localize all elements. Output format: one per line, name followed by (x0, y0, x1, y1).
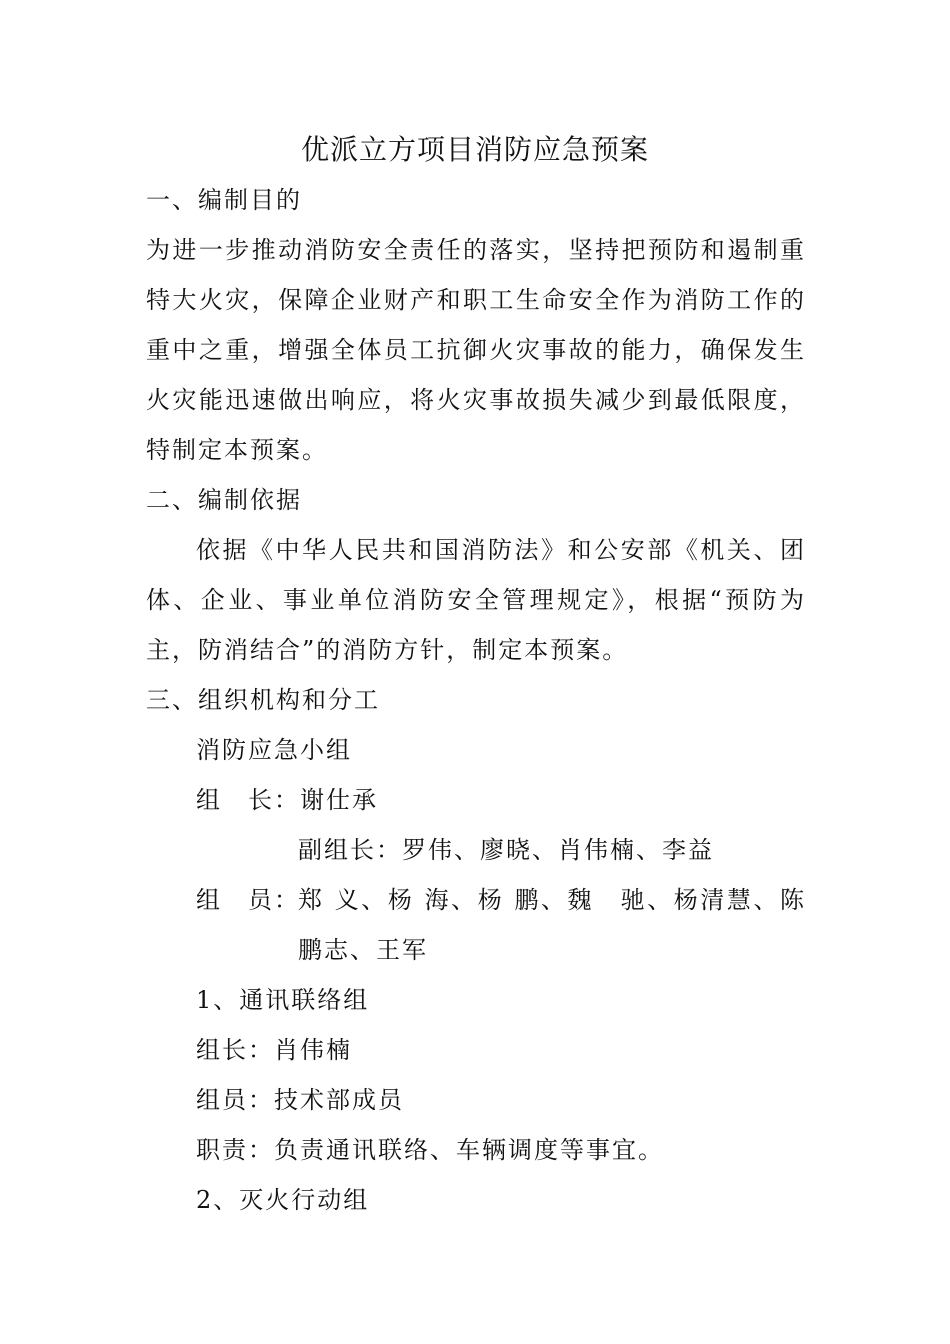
paragraph-line: 依据《中华人民共和国消防法》和公安部《机关、团 (196, 536, 804, 564)
leader-row (196, 783, 378, 817)
members-value-continued: 鹏志、王军 (298, 936, 428, 964)
section-heading-purpose: 一、编制目的 (146, 186, 302, 214)
subgroup-members: 组员：技术部成员 (196, 1086, 404, 1114)
paragraph-line: 特大火灾，保障企业财产和职工生命安全作为消防工作的 (146, 286, 804, 314)
members-label: 组 员： (196, 886, 300, 914)
group-name: 消防应急小组 (196, 736, 352, 764)
deputy-row (298, 833, 714, 867)
paragraph-line: 体、企业、事业单位消防安全管理规定》，根据“预防为 (146, 586, 804, 614)
subgroup-leader: 组长：肖伟楠 (196, 1036, 352, 1064)
paragraph-line: 特制定本预案。 (146, 436, 328, 464)
document-title: 优派立方项目消防应急预案 (300, 133, 649, 166)
section-heading-organization: 三、组织机构和分工 (146, 686, 380, 714)
section-heading-basis: 二、编制依据 (146, 486, 302, 514)
subgroup-duty: 职责：负责通讯联络、车辆调度等事宜。 (196, 1136, 664, 1164)
members-value: 郑 义、杨 海、杨 鹏、魏 驰、杨清慧、陈 (298, 886, 804, 914)
paragraph-line: 主，防消结合”的消防方针，制定本预案。 (146, 636, 629, 664)
paragraph-line: 火灾能迅速做出响应，将火灾事故损失减少到最低限度， (146, 386, 804, 414)
subgroup-heading-firefighting: 2、灭火行动组 (196, 1186, 370, 1214)
deputy-label: 副组长： (298, 836, 402, 864)
paragraph-line: 重中之重，增强全体员工抗御火灾事故的能力，确保发生 (146, 336, 804, 364)
paragraph-line: 为进一步推动消防安全责任的落实，坚持把预防和遏制重 (146, 236, 804, 264)
deputy-value: 罗伟、廖晓、肖伟楠、李益 (402, 836, 714, 864)
subgroup-heading-communication: 1、通讯联络组 (196, 986, 370, 1014)
leader-value: 谢仕承 (300, 786, 378, 814)
leader-label: 组 长： (196, 786, 300, 814)
